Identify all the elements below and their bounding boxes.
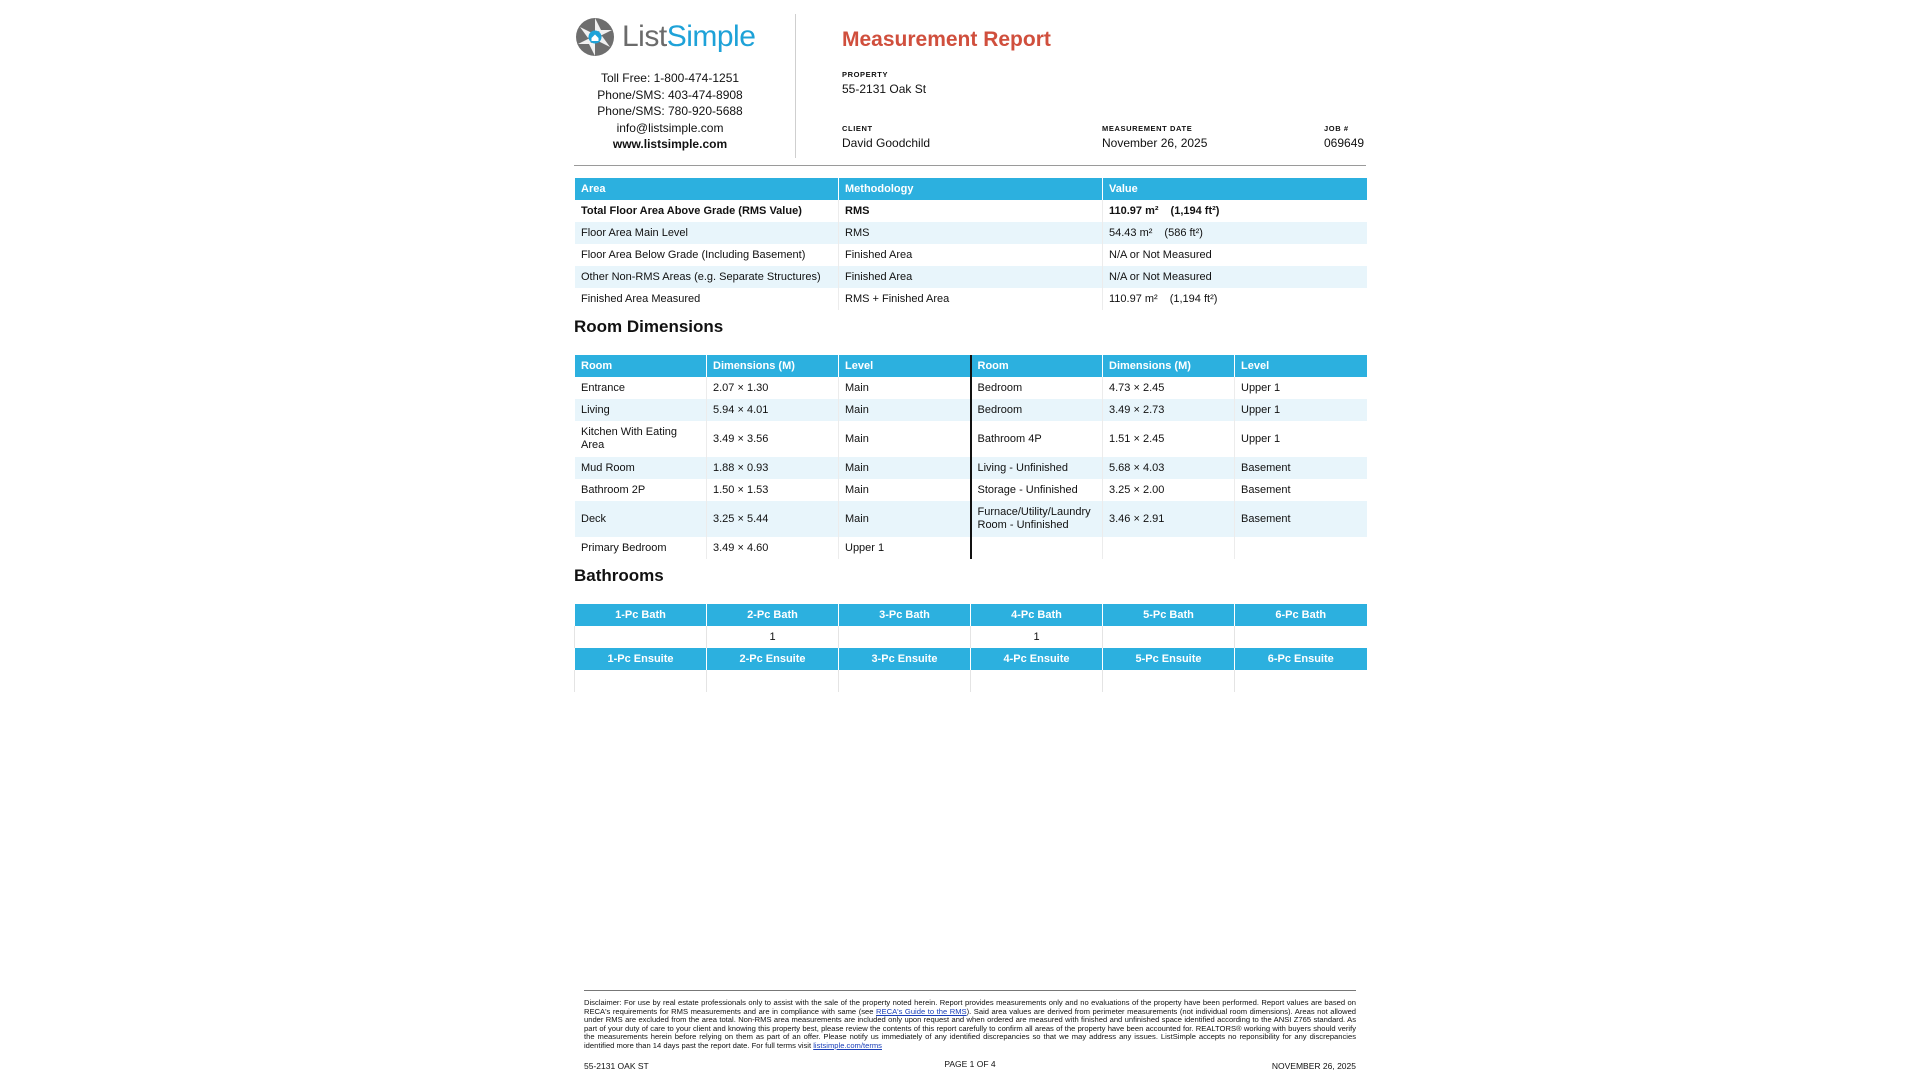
dimension-cell: 3.46 × 2.91 [1103, 501, 1235, 537]
table-row [575, 421, 1367, 457]
method-cell: Finished Area [839, 266, 1103, 288]
count-cell [1235, 670, 1367, 692]
column-header: 6-Pc Ensuite [1235, 648, 1367, 670]
value-cell [1103, 222, 1367, 244]
table-row [575, 266, 1367, 288]
column-header: 5-Pc Ensuite [1103, 648, 1235, 670]
level-cell: Main [839, 479, 971, 501]
value-cell [1103, 288, 1367, 310]
job-label: JOB # [1324, 124, 1349, 133]
method-cell: RMS [839, 222, 1103, 244]
level-cell: Upper 1 [1235, 377, 1367, 399]
area-cell: Total Floor Area Above Grade (RMS Value) [575, 200, 839, 222]
column-header: 1-Pc Ensuite [575, 648, 707, 670]
client-value: David Goodchild [842, 136, 931, 150]
level-cell: Main [839, 399, 971, 421]
room-cell: Bedroom [971, 399, 1103, 421]
dimension-cell: 5.68 × 4.03 [1103, 457, 1235, 479]
method-cell: RMS [839, 200, 1103, 222]
value-imperial: (586 ft²) [1164, 227, 1203, 239]
measurement-date-value: November 26, 2025 [1102, 136, 1208, 150]
level-cell: Upper 1 [839, 537, 971, 559]
brand-name-list: List [622, 20, 667, 53]
ensuite-header-row [575, 648, 1367, 670]
column-header: 3-Pc Ensuite [839, 648, 971, 670]
level-cell: Basement [1235, 501, 1367, 537]
brand-name-simple: Simple [666, 20, 756, 53]
level-cell: Upper 1 [1235, 421, 1367, 457]
room-cell: Mud Room [575, 457, 707, 479]
table-row [575, 501, 1367, 537]
room-cell: Storage - Unfinished [971, 479, 1103, 501]
footer-address: 55-2131 OAK ST [584, 1060, 649, 1071]
count-cell [575, 626, 707, 648]
dimension-cell: 5.94 × 4.01 [707, 399, 839, 421]
room-cell: Primary Bedroom [575, 537, 707, 559]
level-cell: Main [839, 377, 971, 399]
column-header: Level [1235, 355, 1367, 377]
property-label: PROPERTY [842, 70, 889, 79]
toll-free-line: Toll Free: 1-800-474-1251 [600, 71, 740, 85]
area-cell: Floor Area Main Level [575, 222, 839, 244]
value-cell [1103, 200, 1367, 222]
column-header: 1-Pc Bath [575, 604, 707, 626]
value-metric: N/A or Not Measured [1109, 249, 1212, 261]
level-cell: Basement [1235, 479, 1367, 501]
column-header: Value [1103, 178, 1367, 200]
bathrooms-table [574, 604, 1367, 692]
table-row [575, 244, 1367, 266]
level-cell [1235, 537, 1367, 559]
ensuite-count-row [575, 670, 1367, 692]
table-row [575, 457, 1367, 479]
level-cell: Upper 1 [1235, 399, 1367, 421]
footer-info-line [584, 1058, 1356, 1075]
area-cell: Finished Area Measured [575, 288, 839, 310]
column-header: Area [575, 178, 839, 200]
column-header: Room [575, 355, 707, 377]
count-cell [839, 670, 971, 692]
column-header: Dimensions (M) [1103, 355, 1235, 377]
value-metric: N/A or Not Measured [1109, 271, 1212, 283]
footer-date: NOVEMBER 26, 2025 [1271, 1060, 1356, 1071]
value-metric: 110.97 m² [1109, 293, 1158, 305]
table-row [575, 537, 1367, 559]
column-header: Dimensions (M) [707, 355, 839, 377]
dimension-cell: 3.25 × 2.00 [1103, 479, 1235, 501]
bath-header-row [575, 604, 1367, 626]
contact-block [574, 70, 766, 153]
table-row [575, 288, 1367, 310]
count-cell [1103, 626, 1235, 648]
count-cell [839, 626, 971, 648]
room-cell: Kitchen With Eating Area [575, 421, 707, 457]
table-row [575, 479, 1367, 501]
phone-line-2: Phone/SMS: 780-920-5688 [597, 104, 743, 118]
table-row [575, 200, 1367, 222]
room-cell: Bathroom 4P [971, 421, 1103, 457]
report-header [574, 0, 1366, 166]
room-cell: Bedroom [971, 377, 1103, 399]
brand-logo [574, 16, 755, 58]
room-cell: Deck [575, 501, 707, 537]
dimension-cell [1103, 537, 1235, 559]
room-cell [971, 537, 1103, 559]
brand-name [622, 20, 755, 54]
level-cell: Main [839, 501, 971, 537]
method-cell: RMS + Finished Area [839, 288, 1103, 310]
dimension-cell: 3.49 × 3.56 [707, 421, 839, 457]
column-header: Level [839, 355, 971, 377]
column-header: 5-Pc Bath [1103, 604, 1235, 626]
dimension-cell: 1.51 × 2.45 [1103, 421, 1235, 457]
column-header: 2-Pc Bath [707, 604, 839, 626]
reca-guide-link[interactable]: RECA's Guide to the RMS [876, 1006, 967, 1016]
disclaimer-part: ). Said area values are derived from perimeter measurements (not individual room dimensions). Areas not allowed under RMS are excluded from the area total. Non-RMS area measurements are included only upon request and when ordered are measured with finished and unfinished space identified according to the ANSI Z765 standard. As part of your duty of care to your client and knowing this property best, please review the contents of this report carefully to confirm all areas of the property have been accounted for. REALTORS® working with buyers should verify the measurements herein before relying on them as part of an offer. Please notify us immediately of any identified discrepancies so that we may address any issues. ListSimple accepts no reponsibility for any discrepancies identified more than 14 days past the report date. For full terms visit [584, 1006, 1357, 1050]
dimension-cell: 3.49 × 2.73 [1103, 399, 1235, 421]
bathrooms-title: Bathrooms [574, 566, 664, 585]
value-cell [1103, 266, 1367, 288]
dimension-cell: 3.25 × 5.44 [707, 501, 839, 537]
website-link[interactable]: www.listsimple.com [612, 137, 728, 151]
value-metric: 54.43 m² [1109, 227, 1153, 239]
job-value: 069649 [1324, 136, 1365, 150]
table-row [575, 377, 1367, 399]
bath-count-row [575, 626, 1367, 648]
client-label: CLIENT [842, 124, 873, 133]
room-cell: Entrance [575, 377, 707, 399]
dimension-cell: 1.50 × 1.53 [707, 479, 839, 501]
level-cell: Basement [1235, 457, 1367, 479]
column-header: 3-Pc Bath [839, 604, 971, 626]
level-cell: Main [839, 457, 971, 479]
disclaimer-part: Disclaimer: For use by real estate professionals only to assist with the sale of the property noted herein. Report provides measurements only and no evaluations of the property have been performed. Report values are based on RECA's requirements for RMS measurements and are in compliance with same (see [584, 998, 1356, 1016]
room-cell: Bathroom 2P [575, 479, 707, 501]
room-dimensions-table [574, 355, 1367, 559]
area-summary-table [574, 178, 1367, 310]
value-cell [1103, 244, 1367, 266]
email-link[interactable]: info@listsimple.com [616, 120, 724, 135]
area-cell: Other Non-RMS Areas (e.g. Separate Structures) [575, 266, 839, 288]
level-cell: Main [839, 421, 971, 457]
phone-line-1: Phone/SMS: 403-474-8908 [597, 87, 743, 102]
report-page [574, 0, 1366, 1080]
value-imperial: (1,194 ft²) [1169, 293, 1218, 305]
shutter-logo-icon [574, 16, 616, 58]
table-row [575, 222, 1367, 244]
count-cell [971, 670, 1103, 692]
count-cell [1103, 670, 1235, 692]
column-header: 6-Pc Bath [1235, 604, 1367, 626]
column-header: Methodology [839, 178, 1103, 200]
property-value: 55-2131 Oak St [842, 82, 927, 96]
table-header-row [575, 355, 1367, 377]
footer-rule [584, 990, 1356, 991]
page-number: PAGE 1 OF 4 [944, 1058, 996, 1069]
column-header: 2-Pc Ensuite [707, 648, 839, 670]
count-cell: 1 [707, 626, 839, 648]
terms-link[interactable]: listsimple.com/terms [813, 1040, 882, 1050]
dimension-cell: 2.07 × 1.30 [707, 377, 839, 399]
header-rule [574, 165, 1366, 166]
count-cell: 1 [971, 626, 1103, 648]
measurement-date-label: MEASUREMENT DATE [1102, 124, 1193, 133]
table-row [575, 399, 1367, 421]
value-imperial: (1,194 ft²) [1170, 205, 1220, 217]
area-cell: Floor Area Below Grade (Including Basement) [575, 244, 839, 266]
room-dimensions-title: Room Dimensions [574, 317, 724, 336]
value-metric: 110.97 m² [1109, 205, 1159, 217]
room-cell: Living [575, 399, 707, 421]
report-title: Measurement Report [842, 28, 1051, 51]
column-header: 4-Pc Bath [971, 604, 1103, 626]
dimension-cell: 1.88 × 0.93 [707, 457, 839, 479]
count-cell [1235, 626, 1367, 648]
table-header-row [575, 178, 1367, 200]
room-cell: Living - Unfinished [971, 457, 1103, 479]
column-header: 4-Pc Ensuite [971, 648, 1103, 670]
method-cell: Finished Area [839, 244, 1103, 266]
dimension-cell: 3.49 × 4.60 [707, 537, 839, 559]
room-cell: Furnace/Utility/Laundry Room - Unfinished [971, 501, 1103, 537]
disclaimer-text [584, 999, 1356, 1051]
count-cell [707, 670, 839, 692]
count-cell [575, 670, 707, 692]
header-divider [795, 14, 796, 158]
column-header: Room [971, 355, 1103, 377]
dimension-cell: 4.73 × 2.45 [1103, 377, 1235, 399]
report-footer [584, 990, 1356, 1075]
